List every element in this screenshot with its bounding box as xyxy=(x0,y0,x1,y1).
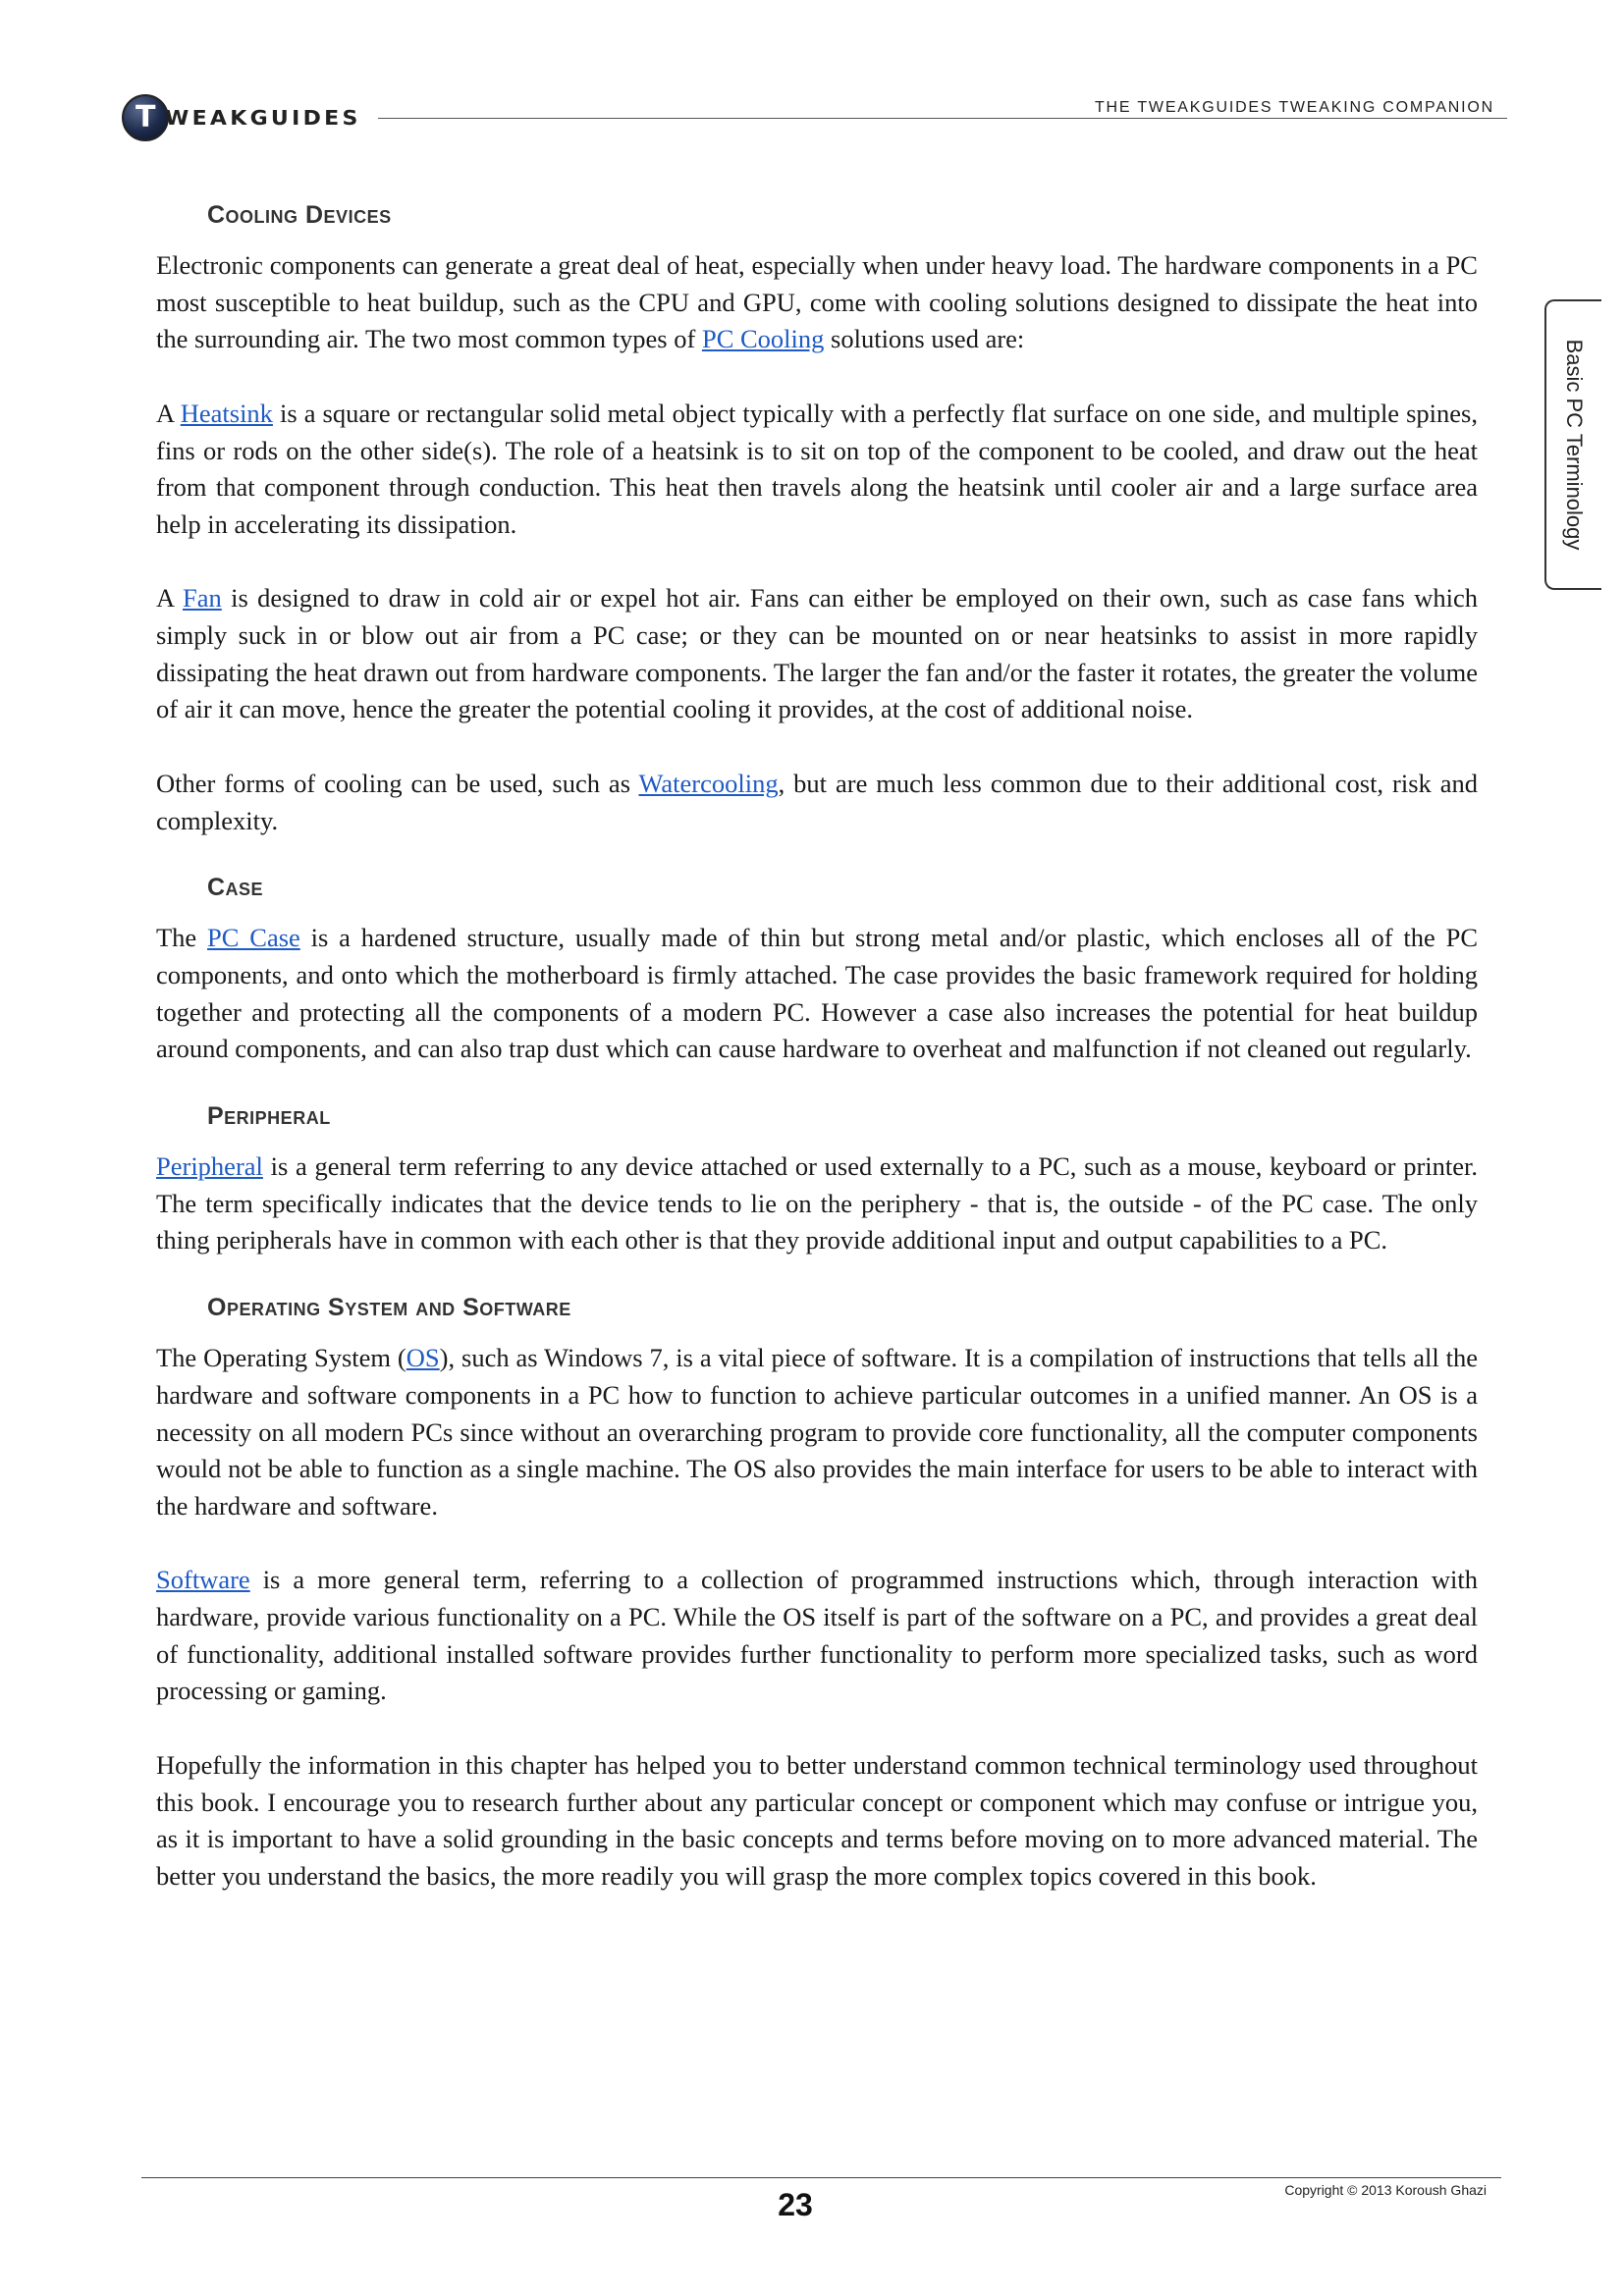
link-peripheral[interactable]: Peripheral xyxy=(156,1151,263,1182)
paragraph-heatsink: A Heatsink is a square or rectangular solid metal object typically with a perfectly flat surface on one side, and multiple spines, fins or rods on the other side(s). The role of a heatsink is to sit on top of the component to be cooled, and draw out the heat from that component through conduction. This heat then travels along the heatsink until cooler air and a large surface area help in accelerating its dissipation. xyxy=(156,398,1478,539)
section-heading-case: Case xyxy=(207,874,264,902)
paragraph-peripheral: Peripheral is a general term referring to any device attached or used externally to a PC, such as a mouse, keyboard or printer. The term specifically indicates that the device tends to lie on the periphery - that is, the outside - of the PC case. The only thing peripherals have in common with each other is that they provide additional input and output capabilities to a PC. xyxy=(156,1151,1478,1255)
link-watercooling[interactable]: Watercooling xyxy=(638,768,779,798)
header-rule xyxy=(378,118,1507,119)
paragraph-watercooling: Other forms of cooling can be used, such as Watercooling, but are much less common due to their additional cost, risk and complexity. xyxy=(156,768,1478,835)
link-os[interactable]: OS xyxy=(406,1343,440,1373)
section-heading-operating-system: Operating System and Software xyxy=(207,1294,571,1322)
paragraph-software: Software is a more general term, referring to a collection of programmed instructions which, through interaction with hardware, provide various functionality on a PC. While the OS itself is part of the software on a PC, and provides a great deal of functionality, additional installed software provides further functionality to perform more specialized tasks, such as word processing or gaming. xyxy=(156,1565,1478,1706)
page-content xyxy=(156,201,1478,1932)
footer-rule xyxy=(141,2177,1501,2178)
link-fan[interactable]: Fan xyxy=(183,583,222,614)
tweakguides-logo xyxy=(122,94,367,145)
paragraph-cooling-intro: Electronic components can generate a great deal of heat, especially when under heavy load. The hardware components in a PC most susceptible to heat buildup, such as the CPU and GPU, come with cooling solutions designed to dissipate the heat into the surrounding air. The two most common types of PC Cooling solutions used are: xyxy=(156,250,1478,354)
link-software[interactable]: Software xyxy=(156,1565,250,1595)
link-pc-case[interactable]: PC Case xyxy=(207,923,300,953)
paragraph-case: The PC Case is a hardened structure, usually made of thin but strong metal and/or plastic, which encloses all of the PC components, and onto which the motherboard is firmly attached. The case provides the basic framework required for holding together and protecting all the components of a modern PC. However a case also increases the potential for heat buildup around components, and can also trap dust which can cause hardware to overheat and malfunction if not cleaned out regularly. xyxy=(156,923,1478,1064)
logo-badge-icon xyxy=(122,94,169,141)
page-number: 23 xyxy=(778,2187,813,2222)
copyright-notice: Copyright © 2013 Koroush Ghazi xyxy=(1284,2182,1487,2198)
link-heatsink[interactable]: Heatsink xyxy=(180,398,273,428)
section-heading-peripheral: Peripheral xyxy=(207,1102,331,1131)
logo-wordmark: WEAKGUIDES xyxy=(165,106,361,130)
chapter-side-tab-label: Basic PC Terminology xyxy=(1562,339,1587,551)
link-pc-cooling[interactable]: PC Cooling xyxy=(701,324,825,354)
chapter-side-tab xyxy=(1544,299,1601,590)
paragraph-conclusion: Hopefully the information in this chapter has helped you to better understand common technical terminology used throughout this book. I encourage you to research further about any particular concept or component which may confuse or intrigue you, as it is important to have a solid grounding in the basic concepts and terms before moving on to more advanced material. The better you understand the basics, the more readily you will grasp the more complex topics covered in this book. xyxy=(156,1749,1478,1891)
running-title: THE TWEAKGUIDES TWEAKING COMPANION xyxy=(1094,99,1494,116)
paragraph-fan: A Fan is designed to draw in cold air or expel hot air. Fans can either be employed on their own, such as case fans which simply suck in or blow out air from a PC case; or they can be mounted on or near heatsinks to assist in more rapidly dissipating the heat drawn out from hardware components. The larger the fan and/or the faster it rotates, the greater the volume of air it can move, hence the greater the potential cooling it provides, at the cost of additional noise. xyxy=(156,583,1478,724)
paragraph-os: The Operating System (OS), such as Windows 7, is a vital piece of software. It is a compilation of instructions that tells all the hardware and software components in a PC how to function to achieve particular outcomes in a unified manner. An OS is a necessity on all modern PCs since without an overarching program to provide core functionality, all the computer components would not be able to function as a single machine. The OS also provides the main interface for users to be able to interact with the hardware and software. xyxy=(156,1343,1478,1521)
section-heading-cooling: Cooling Devices xyxy=(207,201,392,229)
